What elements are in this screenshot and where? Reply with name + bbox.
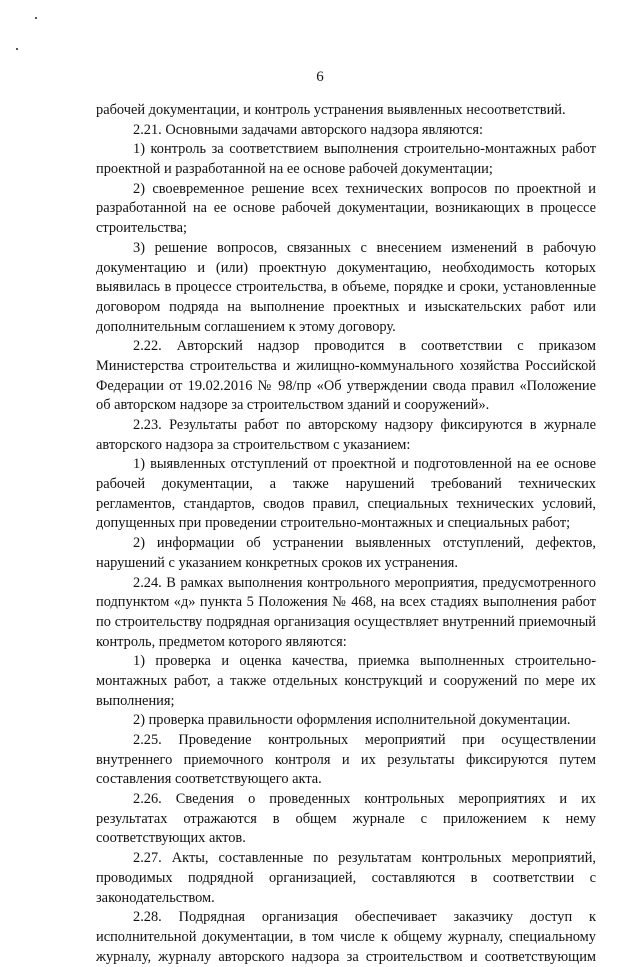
text-line: выполнения;	[96, 692, 175, 709]
text-line: соответствующих актов.	[96, 830, 246, 847]
page-number: 6	[316, 69, 324, 85]
text-line: 2) информации об устранении выявленных отступлений, дефектов,	[133, 535, 596, 552]
scan-mark	[35, 17, 37, 19]
document-body	[96, 101, 596, 967]
text-line: 2.23. Результаты работ по авторскому надзору фиксируются в журнале	[133, 417, 596, 433]
text-line: регламентов, стандартов, сводов правил, специальных технических условий,	[96, 495, 596, 512]
text-line: разработанной на ее основе рабочей документации, возникающих в процессе	[96, 200, 596, 217]
scan-mark	[16, 48, 18, 50]
text-line: составления соответствующего акта.	[96, 771, 322, 788]
text-line: строительства;	[96, 220, 188, 237]
text-line: договором подряда на выполнение проектных и изыскательских работ или	[96, 298, 596, 315]
text-line: 1) контроль за соответствием выполнения строительно-монтажных работ	[133, 141, 596, 158]
text-line: рабочей документации, а также нарушений требований технических	[96, 476, 596, 493]
text-line: 2.26. Сведения о проведенных контрольных мероприятиях и их	[133, 791, 596, 808]
text-line: 2.25. Проведение контрольных мероприятий при осуществлении	[133, 732, 596, 748]
text-line: журналу, журналу авторского надзора за строительством и соответствующим	[96, 948, 596, 965]
text-line: 2.28. Подрядная организация обеспечивает заказчику доступ к	[133, 909, 596, 926]
text-line: 2.24. В рамках выполнения контрольного мероприятия, предусмотренного	[133, 574, 596, 591]
text-line: документацию и (или) проектную документацию, необходимость которых	[96, 259, 596, 276]
text-line: 1) выявленных отступлений от проектной и подготовленной на ее основе	[133, 456, 596, 473]
text-line: контроль, предметом которого являются:	[96, 633, 347, 650]
text-line: Министерства строительства и жилищно-коммунального хозяйства Российской	[96, 357, 596, 374]
text-line: 2.27. Акты, составленные по результатам контрольных мероприятий,	[133, 850, 596, 867]
text-line: подпунктом «д» пункта 5 Положения № 468, на всех стадиях выполнения работ	[96, 594, 596, 611]
text-line: 1) проверка и оценка качества, приемка выполненных строительно-	[133, 653, 596, 670]
text-line: внутреннего приемочного контроля и их результаты фиксируются путем	[96, 751, 596, 768]
text-line: 3) решение вопросов, связанных с внесением изменений в рабочую	[133, 239, 596, 256]
text-line: 2.21. Основными задачами авторского надзора являются:	[133, 121, 483, 138]
text-line: проводимых подрядной организацией, составляются в соответствии с	[96, 869, 596, 886]
text-line: дополнительным соглашением к этому договору.	[96, 318, 396, 335]
text-line: результатах отражаются в общем журнале с приложением к нему	[96, 810, 596, 827]
text-line: по строительству подрядная организация осуществляет внутренний приемочный	[96, 613, 596, 630]
text-line: выявилась в процессе строительства, в объеме, порядке и сроки, установленные	[96, 279, 596, 296]
text-line: рабочей документации, и контроль устранения выявленных несоответствий.	[96, 102, 566, 118]
text-line: Федерации от 19.02.2016 № 98/пр «Об утверждении свода правил «Положение	[96, 377, 596, 394]
text-line: монтажных работ, а также отдельных конструкций и сооружений по мере их	[96, 672, 596, 689]
text-line: 2.22. Авторский надзор проводится в соответствии с приказом	[133, 338, 596, 355]
text-line: проектной и разработанной на ее основе рабочей документации;	[96, 161, 493, 178]
text-line: нарушений с указанием конкретных сроков их устранения.	[96, 554, 459, 571]
text-line: об авторском надзоре за строительством зданий и сооружений».	[96, 397, 490, 414]
text-line: авторского надзора за строительством с указанием:	[96, 436, 411, 453]
text-line: исполнительной документации, в том числе к общему журналу, специальному	[96, 928, 596, 945]
text-line: 2) проверка правильности оформления исполнительной документации.	[133, 712, 571, 729]
text-line: 2) своевременное решение всех технических вопросов по проектной и	[133, 180, 596, 197]
text-line: допущенных при проведении строительно-монтажных и специальных работ;	[96, 515, 571, 532]
text-line: законодательством.	[96, 889, 215, 906]
